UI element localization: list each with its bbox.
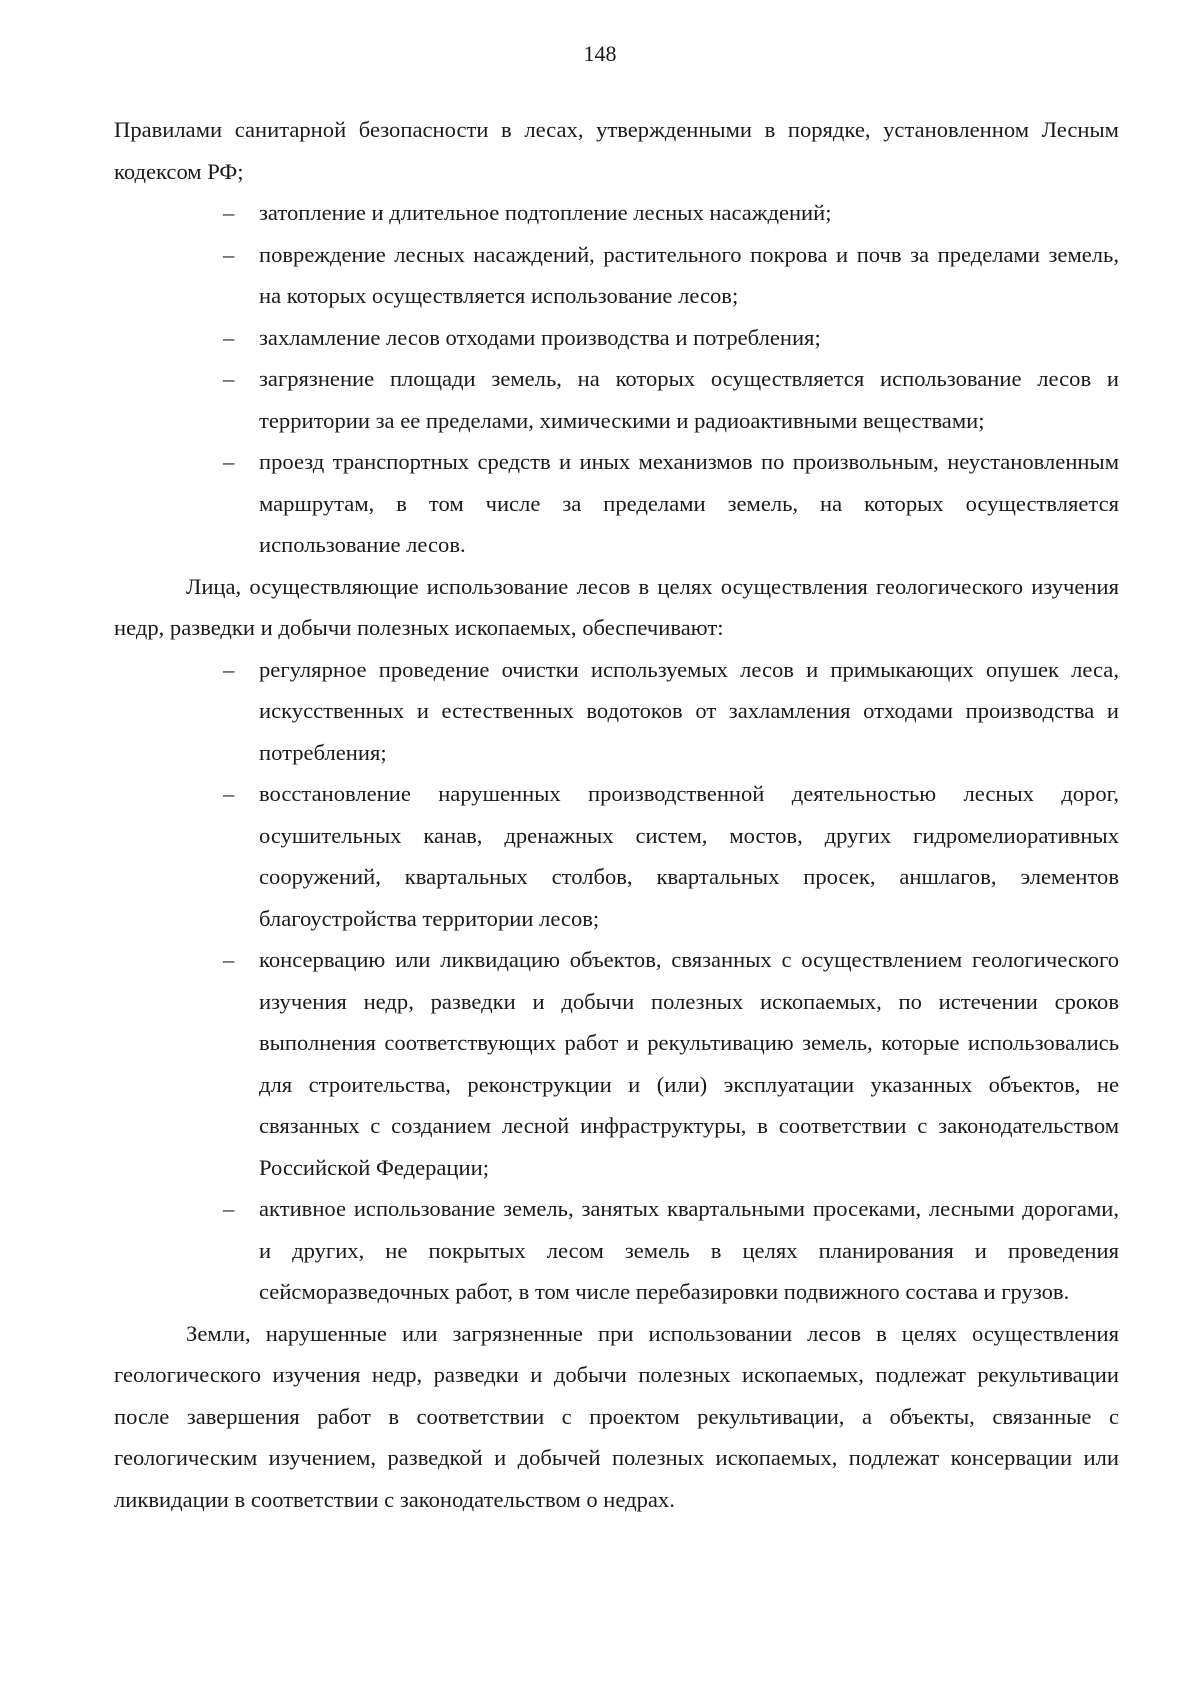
- list-item-text: консервацию или ликвидацию объектов, связанных с осуществлением геологического изучения недр, разведки и добычи полезных ископаемых, по истечении сроков выполнения соответствующих работ и рекультивацию земель, которые использовались для строительства, реконструкции и (или) эксплуатации указанных объектов, не связанных с созданием лесной инфраструктуры, в соответствии с законодательством Российской Федерации;: [259, 947, 1119, 1180]
- list-item: [223, 441, 1119, 566]
- list-item: [223, 234, 1119, 317]
- list-item-text: загрязнение площади земель, на которых осуществляется использование лесов и территории за ее пределами, химическими и радиоактивными веществами;: [259, 366, 1119, 433]
- list-item: [223, 939, 1119, 1188]
- list-item-text: регулярное проведение очистки используемых лесов и примыкающих опушек леса, искусственных и естественных водотоков от захламления отходами производства и потребления;: [259, 656, 1119, 765]
- list-item-text: захламление лесов отходами производства и потребления;: [259, 324, 821, 350]
- body-paragraph: Лица, осуществляющие использование лесов в целях осуществления геологического изучения недр, разведки и добычи полезных ископаемых, обеспечивают:: [114, 573, 1119, 640]
- dash-bullet-icon: –: [223, 656, 235, 682]
- list-item: [223, 317, 1119, 359]
- list-item: [223, 649, 1119, 774]
- dash-bullet-icon: –: [223, 947, 235, 972]
- list-item-text: проезд транспортных средств и иных механизмов по произвольным, неустановленным маршрутам, в том числе за пределами земель, на которых осуществляется использование лесов.: [259, 449, 1119, 557]
- dash-bullet-icon: –: [223, 449, 235, 474]
- list-continuation-text: Правилами санитарной безопасности в лесах, утвержденными в порядке, установленном Лесным кодексом РФ;: [114, 117, 1119, 184]
- list-item-text: повреждение лесных насаждений, растительного покрова и почв за пределами земель, на которых осуществляется использование лесов;: [259, 241, 1119, 308]
- dash-bullet-icon: –: [223, 1196, 235, 1221]
- document-body: [114, 109, 1119, 1520]
- list-item: [223, 358, 1119, 441]
- list-item: [223, 192, 1119, 234]
- dash-bullet-icon: –: [223, 200, 235, 225]
- dash-bullet-icon: –: [223, 324, 235, 350]
- list-item: [223, 773, 1119, 939]
- dash-bullet-icon: –: [223, 781, 235, 806]
- dash-bullet-icon: –: [223, 241, 235, 267]
- list-item-text: активное использование земель, занятых квартальными просеками, лесными дорогами, и других, не покрытых лесом земель в целях планирования и проведения сейсморазведочных работ, в том числе перебазировки подвижного состава и грузов.: [259, 1196, 1119, 1304]
- list-item: [223, 1188, 1119, 1313]
- list-item-text: восстановление нарушенных производственной деятельностью лесных дорог, осушительных канав, дренажных систем, мостов, других гидромелиоративных сооружений, квартальных столбов, квартальных просек, аншлагов, элементов благоустройства территории лесов;: [259, 781, 1119, 931]
- dash-bullet-icon: –: [223, 366, 235, 391]
- body-paragraph: Земли, нарушенные или загрязненные при использовании лесов в целях осуществления геологического изучения недр, разведки и добычи полезных ископаемых, подлежат рекультивации после завершения работ в соответствии с проектом рекультивации, а объекты, связанные с геологическим изучением, разведкой и добычей полезных ископаемых, подлежат консервации или ликвидации в соответствии с законодательством о недрах.: [114, 1320, 1119, 1512]
- list-item-text: затопление и длительное подтопление лесных насаждений;: [259, 200, 832, 225]
- page-number: 148: [583, 41, 617, 66]
